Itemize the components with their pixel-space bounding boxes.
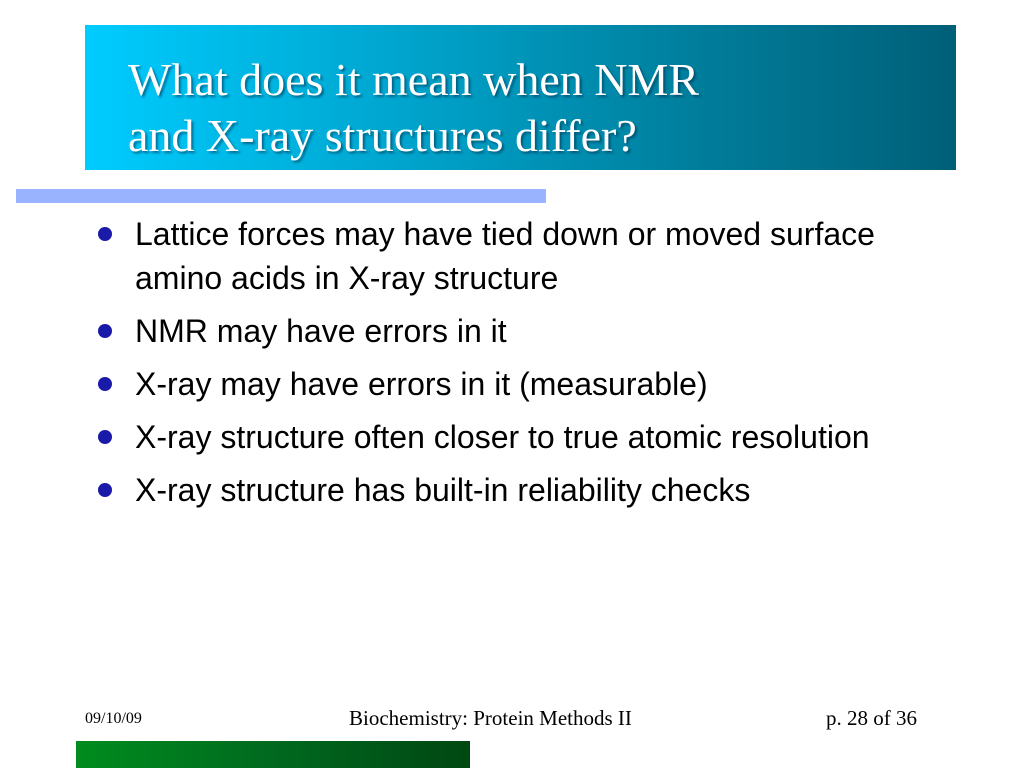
bullet-text: NMR may have errors in it (135, 313, 507, 349)
bullet-dot-icon (98, 483, 112, 497)
bullet-text: X-ray may have errors in it (measurable) (135, 366, 708, 402)
bullet-text: Lattice forces may have tied down or moved surface amino acids in X-ray structure (135, 216, 875, 296)
bullet-list (0, 212, 1024, 521)
bullet-item (0, 309, 1024, 353)
accent-bar (16, 189, 546, 203)
bullet-dot-icon (98, 324, 112, 338)
slide-title-line-2: and X-ray structures differ? (128, 110, 637, 161)
bullet-dot-icon (98, 430, 112, 444)
bullet-item (0, 362, 1024, 406)
bottom-accent-bar (76, 741, 470, 768)
slide-title-line-1: What does it mean when NMR (128, 54, 700, 105)
bullet-item (0, 468, 1024, 512)
slide-title (128, 52, 928, 164)
bullet-item (0, 415, 1024, 459)
footer-page-number: p. 28 of 36 (826, 706, 917, 730)
bullet-text: X-ray structure often closer to true atomic resolution (135, 419, 870, 455)
footer-date: 09/10/09 (85, 710, 142, 727)
footer-course-title: Biochemistry: Protein Methods II (349, 706, 632, 730)
bullet-item (0, 212, 1024, 300)
bullet-dot-icon (98, 227, 112, 241)
bullet-text: X-ray structure has built-in reliability checks (135, 472, 751, 508)
bullet-dot-icon (98, 377, 112, 391)
